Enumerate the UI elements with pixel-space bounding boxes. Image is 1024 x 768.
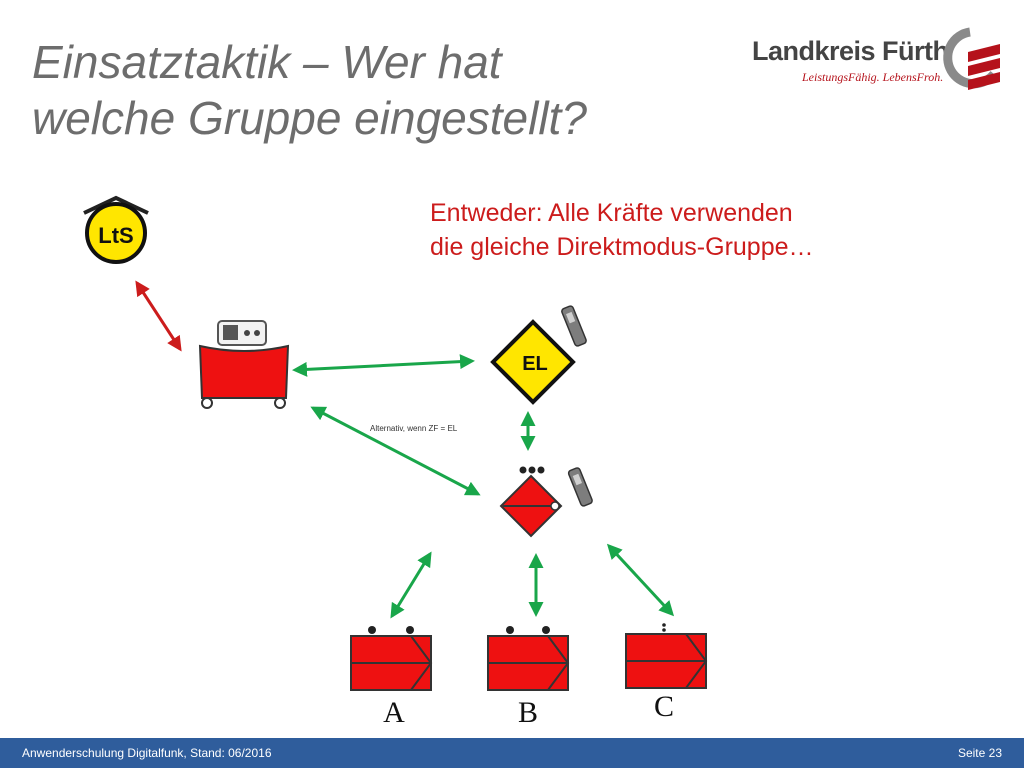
unit-b-label: B	[517, 696, 539, 729]
zf-to-unit-c-arrow	[609, 546, 672, 614]
footer-course-info: Anwenderschulung Digitalfunk, Stand: 06/2016	[22, 746, 272, 760]
lts-control-center-icon	[84, 198, 148, 262]
vehicle-to-el-arrow	[295, 361, 472, 370]
unit-c-label: C	[653, 690, 675, 723]
vehicle-to-zf-arrow	[313, 408, 478, 494]
el-operations-lead-icon	[493, 322, 573, 402]
handheld-radio-icon	[561, 305, 587, 347]
page-number: Seite 23	[957, 746, 1002, 760]
unit-b-icon	[488, 626, 568, 690]
logo-name: Landkreis Fürth	[752, 36, 949, 66]
lts-link-arrow	[137, 283, 180, 349]
alternative-note: Alternativ, wenn ZF = EL	[370, 424, 458, 433]
logo-slogan: LeistungsFähig. LebensFroh.	[802, 70, 944, 84]
platoon-leader-icon	[501, 467, 561, 537]
slide-title-line-1: Einsatztaktik – Wer hat	[32, 36, 502, 88]
slide-title-line-2: welche Gruppe eingestellt?	[32, 92, 587, 144]
lead-line-2: die gleiche Direktmodus-Gruppe…	[430, 233, 814, 261]
lead-line-1: Entweder: Alle Kräfte verwenden	[430, 199, 793, 227]
unit-a-label: A	[383, 696, 405, 729]
lts-label: LtS	[98, 223, 134, 248]
unit-c-icon	[626, 623, 706, 688]
zf-to-unit-a-arrow	[392, 554, 430, 616]
unit-a-icon	[351, 626, 431, 690]
command-vehicle-icon	[200, 321, 288, 408]
el-label: EL	[522, 353, 548, 375]
handheld-radio-icon	[568, 467, 593, 507]
